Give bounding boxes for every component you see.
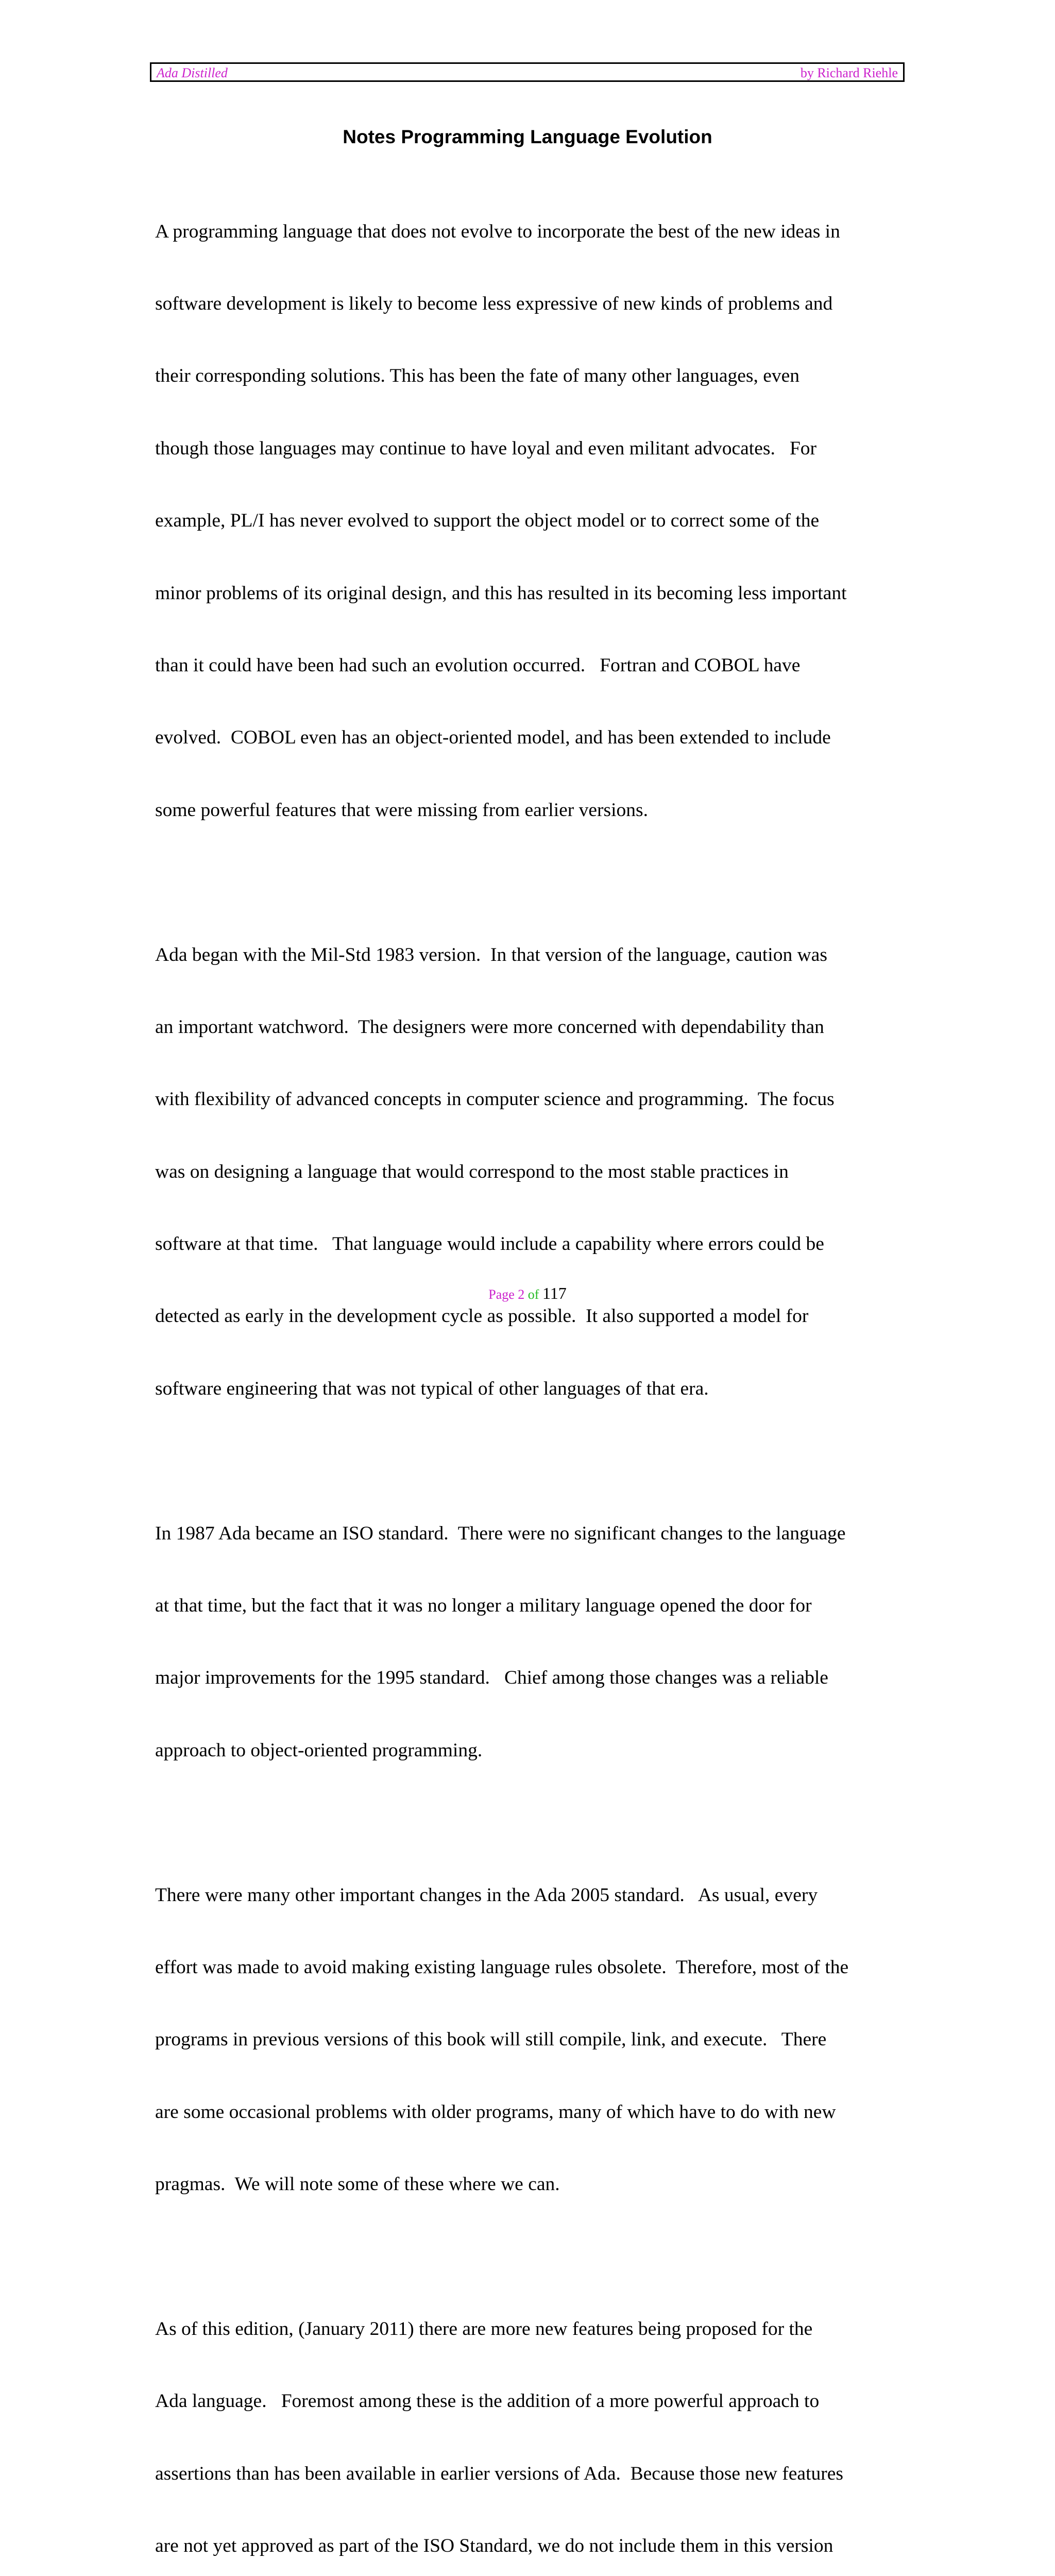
paragraph-4 (155, 1835, 907, 2245)
header-author: by Richard Riehle (800, 65, 898, 80)
text-line: A programming language that does not evolve to incorporate the best of the new ideas in (155, 221, 840, 242)
page-footer (0, 1283, 1055, 1305)
paragraph-2 (155, 895, 907, 1449)
footer-of-word: of (528, 1287, 539, 1302)
text-line: at that time, but the fact that it was no longer a military language opened the door for (155, 1595, 812, 1617)
text-line: are not yet approved as part of the ISO Standard, we do not include them in this version (155, 2535, 833, 2557)
page-title: Notes Programming Language Evolution (343, 126, 712, 147)
text-line: than it could have been had such an evolution occurred. Fortran and COBOL have (155, 654, 801, 676)
text-line: effort was made to avoid making existing language rules obsolete. Therefore, most of the (155, 1956, 849, 1978)
text-line: minor problems of its original design, and this has resulted in its becoming less important (155, 582, 847, 604)
text-line: Ada began with the Mil-Std 1983 version. In that version of the language, caution was (155, 944, 827, 965)
text-line: There were many other important changes in the Ada 2005 standard. As usual, every (155, 1884, 818, 1906)
text-line: approach to object-oriented programming. (155, 1739, 483, 1761)
footer-page-number: 2 (518, 1287, 525, 1302)
text-line: In 1987 Ada became an ISO standard. There were no significant changes to the language (155, 1522, 846, 1544)
text-line: though those languages may continue to have loyal and even militant advocates. For (155, 437, 817, 459)
text-line: was on designing a language that would correspond to the most stable practices in (155, 1161, 789, 1182)
paragraph-5 (155, 2269, 907, 2576)
text-line: an important watchword. The designers were more concerned with dependability than (155, 1016, 824, 1038)
text-line: Ada language. Foremost among these is the addition of a more powerful approach to (155, 2391, 820, 2412)
text-line: pragmas. We will note some of these where we can. (155, 2174, 560, 2195)
header-book-title: Ada Distilled (157, 65, 228, 80)
running-header (150, 62, 905, 82)
text-line: major improvements for the 1995 standard. Chief among those changes was a reliable (155, 1667, 828, 1689)
text-line: assertions than has been available in earlier versions of Ada. Because those new features (155, 2463, 843, 2484)
body-text (155, 172, 907, 2576)
text-line: their corresponding solutions. This has been the fate of many other languages, even (155, 365, 800, 387)
text-line: with flexibility of advanced concepts in computer science and programming. The focus (155, 1089, 835, 1110)
text-line: As of this edition, (January 2011) there are more new features being proposed for the (155, 2318, 813, 2340)
text-line: detected as early in the development cycle as possible. It also supported a model for (155, 1306, 809, 1327)
text-line: software engineering that was not typical of other languages of that era. (155, 1378, 709, 1399)
text-line: software at that time. That language would include a capability where errors could be (155, 1233, 824, 1255)
text-line: software development is likely to become less expressive of new kinds of problems and (155, 293, 833, 314)
footer-total-pages: 117 (542, 1284, 567, 1302)
text-line: evolved. COBOL even has an object-oriented model, and has been extended to include (155, 727, 831, 749)
text-line: are some occasional problems with older programs, many of which have to do with new (155, 2101, 836, 2123)
paragraph-3 (155, 1473, 907, 1811)
text-line: programs in previous versions of this book will still compile, link, and execute. There (155, 2029, 827, 2050)
text-line: some powerful features that were missing from earlier versions. (155, 799, 648, 821)
paragraph-1 (155, 172, 907, 871)
footer-page-word: Page (488, 1287, 515, 1302)
text-line: example, PL/I has never evolved to support the object model or to correct some of the (155, 510, 820, 532)
